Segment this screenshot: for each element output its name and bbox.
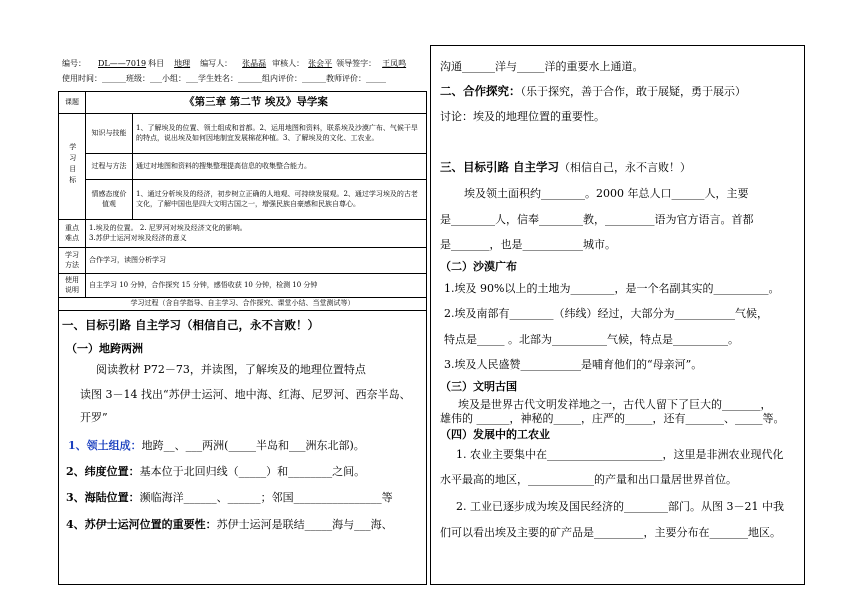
process-text: 通过对地图和资料的搜集整理提高信息的收集整合能力。 bbox=[133, 154, 427, 180]
desert-item-2: 2.埃及南部有________（纬线）经过，大部分为___________气候， bbox=[444, 307, 768, 320]
desert-item-3: 特点是_____ 。北部为__________气候，特点是__________。 bbox=[444, 333, 739, 346]
key-point-1: 1.埃及的位置。 2. 尼罗河对埃及经济文化的影响。 bbox=[89, 224, 247, 233]
question-3-label: 3、海陆位置： bbox=[66, 491, 140, 504]
economy-line-3: 2. 工业已逐步成为埃及国民经济的________部门。从图 3－21 中我 bbox=[456, 500, 784, 513]
paragraph-1: 埃及领土面积约________。2000 年总人口______人，主要 bbox=[464, 187, 749, 200]
economy-line-2: 水平最高的地区，____________的产量和出口量居世界首位。 bbox=[440, 473, 737, 486]
number-value: DL——7019 bbox=[98, 59, 147, 68]
header-line-2: 使用时间：______班级：___小组：___学生姓名：______组内评价：______教师评价：_____ bbox=[62, 74, 386, 83]
canal-continuation: 沟通______洋与_____洋的重要水上通道。 bbox=[440, 60, 644, 73]
lesson-title: 《第三章 第二节 埃及》导学案 bbox=[86, 92, 427, 114]
attitude-text: 1、通过分析埃及的经济，初步树立正确的人地观、可持续发展观。2、通过学习埃及的古老文化，了解中国也是四大文明古国之一，增强民族自豪感和民族自尊心。 bbox=[133, 180, 427, 220]
section2-note: （乐于探究，善于合作，敢于展疑，勇于展示） bbox=[520, 85, 746, 98]
economy-line-1: 1. 农业主要集中在_____________________，这里是非洲农业现代化 bbox=[456, 448, 784, 461]
question-4-label: 4、苏伊士运河位置的重要性： bbox=[66, 518, 217, 531]
civilization-line-1: 埃及是世界古代文明发祥地之一，古代人留下了巨大的_______， bbox=[458, 398, 772, 411]
sub3-title: （三）文明古国 bbox=[440, 380, 517, 393]
key-points-text bbox=[86, 220, 427, 248]
question-1-text: 地跨__、___两洲(_____半岛和___洲东北部)。 bbox=[141, 439, 365, 452]
question-4-text: 苏伊士运河是联结_____海与___海、 bbox=[216, 518, 393, 531]
process-label: 过程与方法 bbox=[86, 154, 133, 180]
question-2-label: 2、纬度位置： bbox=[66, 465, 140, 478]
section3-heading bbox=[440, 160, 691, 175]
reviewer-value: 张会平 bbox=[308, 59, 333, 68]
lesson-info-table bbox=[58, 91, 427, 311]
paragraph-2: 是________人，信奉________教，_________语为官方语言。首都 bbox=[440, 213, 754, 226]
key-point-2: 3.苏伊士运河对埃及经济的意义 bbox=[89, 233, 187, 242]
sub1-title: （一）地跨两洲 bbox=[66, 342, 143, 355]
economy-line-4: 们可以看出埃及主要的矿产品是_________，主要分布在_______地区。 bbox=[440, 526, 781, 539]
usage-text: 自主学习 10 分钟，合作探究 15 分钟，感悟收获 10 分钟，检测 10 分钟 bbox=[86, 274, 427, 298]
section3-note: （相信自己，永不言败！） bbox=[559, 161, 692, 174]
desert-item-4: 3.埃及人民盛赞___________是哺育他们的“母亲河”。 bbox=[444, 358, 703, 371]
objectives-label-text: 学习目标 bbox=[68, 142, 77, 187]
read-instruction-2: 读图 3－14 找出“苏伊士运河、地中海、红海、尼罗河、西奈半岛、 bbox=[80, 388, 411, 401]
section1-title: 一、目标引路 自主学习（相信自己，永不言败！） bbox=[62, 318, 320, 332]
question-3-text: 濒临海洋______、______；邻国________________等 bbox=[139, 491, 393, 504]
subject-label: 科目 bbox=[148, 59, 165, 68]
process-row: 学习过程（含自学指导、自主学习、合作探究、课堂小结、当堂测试等） bbox=[59, 298, 427, 311]
topic-label: 课题 bbox=[59, 92, 86, 114]
section2-title: 二、合作探究： bbox=[440, 84, 521, 98]
number-label: 编号： bbox=[62, 59, 86, 68]
author-value: 张晶磊 bbox=[242, 59, 267, 68]
leader-value: 王凤鸣 bbox=[382, 59, 407, 68]
reviewer-label: 审核人： bbox=[272, 59, 305, 68]
discussion-text: 讨论：埃及的地理位置的重要性。 bbox=[440, 110, 605, 123]
key-points-label: 重点难点 bbox=[59, 220, 86, 248]
objectives-label bbox=[59, 114, 86, 220]
question-2-text: 基本位于北回归线（_____）和________之间。 bbox=[139, 465, 366, 478]
section2-heading bbox=[440, 84, 746, 99]
question-3 bbox=[66, 491, 393, 505]
header-line-1 bbox=[62, 58, 412, 69]
question-1-label: 1、领土组成： bbox=[68, 439, 142, 452]
desert-item-1: 1.埃及 90%以上的土地为________，是一个名副其实的__________。 bbox=[444, 282, 780, 295]
method-label: 学习方法 bbox=[59, 248, 86, 274]
civilization-line-2: 雄伟的 ______，神秘的_____，庄严的_____，还有_______、_____等。 bbox=[440, 412, 785, 425]
usage-label: 使用说明 bbox=[59, 274, 86, 298]
knowledge-text: 1、了解埃及的位置、领土组成和首都。2、运用地图和资料，联系埃及沙漠广布、气候干旱的特点，说出埃及如何因地制宜发展棉花种植。3、了解埃及的文化、工农业。 bbox=[133, 114, 427, 154]
attitude-label: 情感态度价值观 bbox=[86, 180, 133, 220]
sub4-title: （四）发展中的工农业 bbox=[440, 428, 550, 441]
section3-title: 三、目标引路 自主学习 bbox=[440, 160, 560, 174]
read-instruction-1: 阅读教材 P72－73，并读图，了解埃及的地理位置特点 bbox=[96, 363, 366, 376]
question-4 bbox=[66, 518, 393, 532]
question-2 bbox=[66, 465, 365, 479]
sub2-title: （二）沙漠广布 bbox=[440, 260, 517, 273]
subject-value: 地理 bbox=[174, 59, 191, 68]
read-instruction-3: 开罗” bbox=[80, 411, 108, 424]
leader-label: 领导签字： bbox=[336, 59, 377, 68]
author-label: 编写人： bbox=[200, 59, 233, 68]
knowledge-label: 知识与技能 bbox=[86, 114, 133, 154]
paragraph-3: 是_______，也是___________城市。 bbox=[440, 238, 616, 251]
method-text: 合作学习，读图分析学习 bbox=[86, 248, 427, 274]
question-1 bbox=[68, 439, 365, 453]
